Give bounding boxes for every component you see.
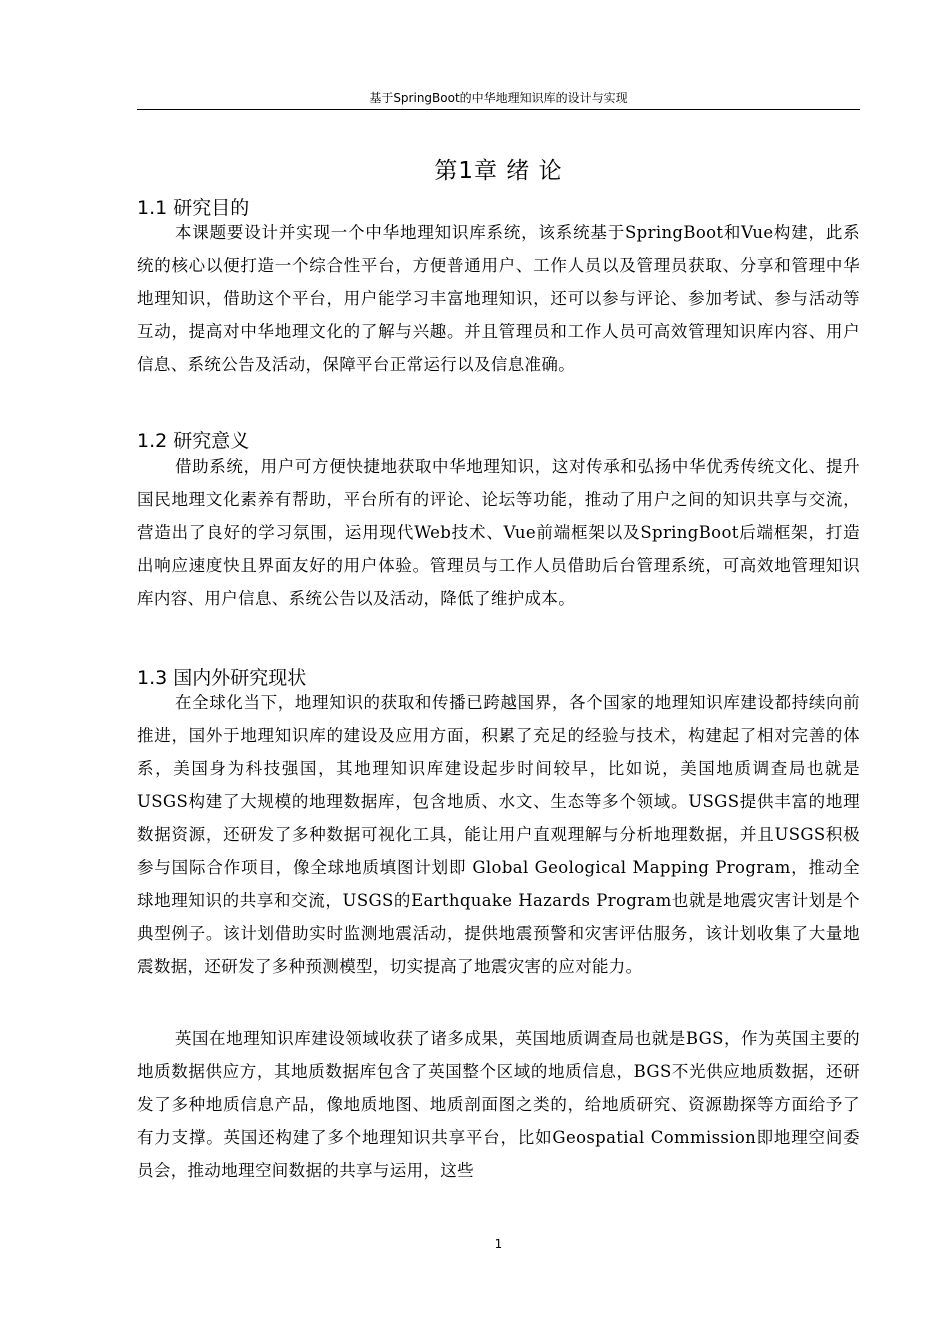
paragraph-research-status-1: 在全球化当下，地理知识的获取和传播已跨越国界，各个国家的地理知识库建设都持续向前推进，国外于地理知识库的建设及应用方面，积累了充足的经验与技术，构建起了相对完善的体系，美国身为科技强国，其地理知识库建设起步时间较早，比如说，美国地质调查局也就是 USGS构建了大规模的地理数据库，包含地质、水文、生态等多个领域。USGS提供丰富的地理数据资源，还研发了多种数据可视化工具，能让用户直观理解与分析地理数据，并且USGS积极参与国际合作项目，像全球地质填图计划即 Global Geological Mapping Program，推动全球地理知识的共享和交流，USGS的Earthquake Hazards Program也就是地震灾害计划是个典型例子。该计划借助实时监测地震活动，提供地震预警和灾害评估服务，该计划收集了大量地震数据，还研发了多种预测模型，切实提高了地震灾害的应对能力。: [137, 693, 860, 976]
section-heading-1-2: 1.2 研究意义: [137, 430, 250, 452]
paragraph-research-status-2: 英国在地理知识库建设领域收获了诸多成果，英国地质调查局也就是BGS，作为英国主要的地质数据供应方，其地质数据库包含了英国整个区域的地质信息，BGS不光供应地质数据，还研发了多种地质信息产品，像地质地图、地质剖面图之类的，给地质研究、资源勘探等方面给予了有力支撑。英国还构建了多个地理知识共享平台，比如Geospatial Commission即地理空间委员会，推动地理空间数据的共享与运用，这些: [137, 1029, 860, 1180]
paragraph-research-purpose: 本课题要设计并实现一个中华地理知识库系统，该系统基于SpringBoot和Vue构建，此系统的核心以便打造一个综合性平台，方便普通用户、工作人员以及管理员获取、分享和管理中华地理知识，借助这个平台，用户能学习丰富地理知识，还可以参与评论、参加考试、参与活动等互动，提高对中华地理文化的了解与兴趣。并且管理员和工作人员可高效管理知识库内容、用户信息、系统公告及活动，保障平台正常运行以及信息准确。: [137, 223, 860, 374]
page-number: 1: [494, 1237, 503, 1251]
running-header: 基于SpringBoot的中华地理知识库的设计与实现: [369, 91, 628, 105]
chapter-title: 第1章 绪 论: [434, 158, 563, 184]
header-rule: [137, 109, 860, 110]
section-heading-1-3: 1.3 国内外研究现状: [137, 667, 307, 689]
section-heading-1-1: 1.1 研究目的: [137, 197, 250, 219]
paragraph-research-significance: 借助系统，用户可方便快捷地获取中华地理知识，这对传承和弘扬中华优秀传统文化、提升国民地理文化素养有帮助，平台所有的评论、论坛等功能，推动了用户之间的知识共享与交流，营造出了良好的学习氛围，运用现代Web技术、Vue前端框架以及SpringBoot后端框架，打造出响应速度快且界面友好的用户体验。管理员与工作人员借助后台管理系统，可高效地管理知识库内容、用户信息、系统公告以及活动，降低了维护成本。: [137, 457, 860, 608]
